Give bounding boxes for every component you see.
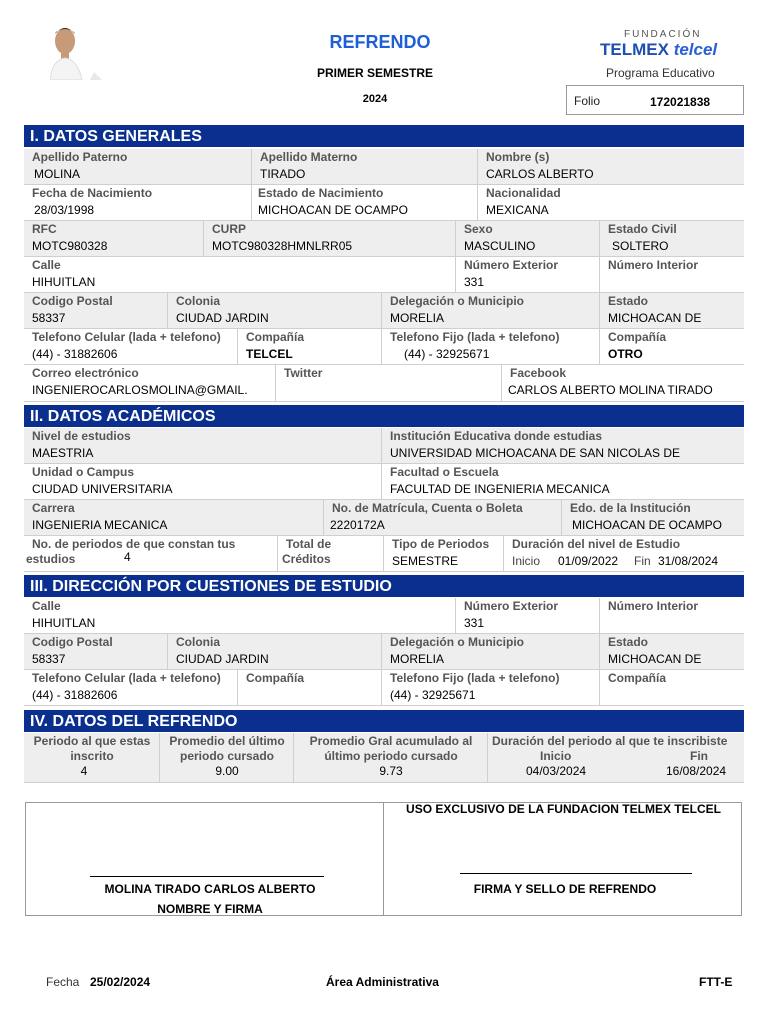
value: (44) - 31882606 <box>32 347 118 361</box>
field-duracion-nivel <box>504 536 744 571</box>
value: SOLTERO <box>612 239 669 253</box>
value: MICHOACAN DE OCAMPO <box>572 518 723 532</box>
label: Apellido Materno <box>260 150 358 164</box>
label: Telefono Fijo (lada + telefono) <box>390 330 560 344</box>
footer-fecha-label: Fecha <box>46 975 80 989</box>
value: 28/03/1998 <box>34 203 95 217</box>
row-telefonos-estudio <box>24 670 744 706</box>
value: CIUDAD JARDIN <box>176 652 269 666</box>
label: Compañía <box>608 330 667 344</box>
row-nacimiento <box>24 185 744 221</box>
footer-area: Área Administrativa <box>326 975 439 989</box>
field-promedio-ultimo <box>160 733 294 782</box>
value: OTRO <box>608 347 643 361</box>
field-numero-periodos <box>24 536 278 571</box>
label: Compañía <box>608 671 667 685</box>
field-compania-fijo-estudio <box>600 670 744 705</box>
value: 331 <box>464 616 485 630</box>
value: MICHOACAN DE OCAMPO <box>258 203 409 217</box>
label: Sexo <box>464 222 493 236</box>
label: Duración del periodo al que te inscribiste <box>492 734 728 748</box>
field-sexo <box>456 221 600 256</box>
footer-code: FTT-E <box>699 975 733 989</box>
value: 04/03/2024 <box>526 764 587 778</box>
label: Calle <box>32 599 61 613</box>
row-domicilio <box>24 293 744 329</box>
label: inscrito <box>70 749 114 763</box>
row-identificacion <box>24 221 744 257</box>
value: TELCEL <box>246 347 293 361</box>
document-year: 2024 <box>362 93 388 105</box>
label: Promedio Gral acumulado al <box>309 734 473 748</box>
folio-label: Folio <box>574 94 601 108</box>
field-rfc <box>24 221 204 256</box>
row-telefonos <box>24 329 744 365</box>
label: Telefono Celular (lada + telefono) <box>32 330 221 344</box>
field-codigo-postal-estudio <box>24 634 168 669</box>
label: Colonia <box>176 294 220 308</box>
label: Total de <box>286 537 332 551</box>
value: 58337 <box>32 652 66 666</box>
row-calle-estudio <box>24 598 744 634</box>
label: Número Interior <box>608 258 699 272</box>
label: Institución Educativa donde estudias <box>390 429 603 443</box>
value: MORELIA <box>390 652 445 666</box>
value: CIUDAD UNIVERSITARIA <box>32 482 173 496</box>
field-colonia-estudio <box>168 634 382 669</box>
brand-fundacion: FUNDACIÓN <box>624 29 702 40</box>
footer-fecha-value: 25/02/2024 <box>90 975 151 989</box>
label: Inicio <box>512 554 541 568</box>
field-compania-celular <box>238 329 382 364</box>
field-nivel-estudios <box>24 428 382 463</box>
label: Inicio <box>540 749 572 763</box>
field-numero-interior <box>600 257 744 292</box>
label: Apellido Paterno <box>32 150 128 164</box>
value: HIHUITLAN <box>32 275 96 289</box>
field-tipo-periodos <box>384 536 504 571</box>
value: 01/09/2022 <box>558 554 619 568</box>
field-numero-interior-estudio <box>600 598 744 633</box>
firma-sello-caption: FIRMA Y SELLO DE REFRENDO <box>473 882 657 896</box>
label: Nacionalidad <box>486 186 561 200</box>
field-telefono-fijo <box>382 329 600 364</box>
label: Número Interior <box>608 599 699 613</box>
value: UNIVERSIDAD MICHOACANA DE SAN NICOLAS DE <box>390 446 681 460</box>
field-codigo-postal <box>24 293 168 328</box>
label: Unidad o Campus <box>32 465 135 479</box>
field-telefono-celular <box>24 329 238 364</box>
field-unidad-campus <box>24 464 382 499</box>
value: MOTC980328 <box>32 239 108 253</box>
value: MASCULINO <box>464 239 536 253</box>
avatar <box>50 22 106 80</box>
value: SEMESTRE <box>392 554 459 568</box>
field-municipio <box>382 293 600 328</box>
field-estado-civil <box>600 221 744 256</box>
field-estado-nacimiento <box>252 185 478 220</box>
signature-line-stamp <box>460 873 692 874</box>
field-nacionalidad <box>478 185 744 220</box>
value: TIRADO <box>260 167 306 181</box>
field-facultad <box>382 464 744 499</box>
field-facebook <box>502 365 744 401</box>
label: No. de Matrícula, Cuenta o Boleta <box>332 501 523 515</box>
label: Estado de Nacimiento <box>258 186 384 200</box>
field-total-creditos <box>278 536 384 571</box>
value: (44) - 31882606 <box>32 688 118 702</box>
field-carrera <box>24 500 324 535</box>
value: CIUDAD JARDIN <box>176 311 269 325</box>
field-periodo-inscrito <box>24 733 160 782</box>
section-datos-refrendo: IV. DATOS DEL REFRENDO <box>24 710 744 732</box>
field-apellido-materno <box>252 149 478 184</box>
field-nombre <box>478 149 744 184</box>
field-compania-celular-estudio <box>238 670 382 705</box>
section-direccion-estudio: III. DIRECCIÓN POR CUESTIONES DE ESTUDIO <box>24 575 744 597</box>
label: Compañía <box>246 671 305 685</box>
label: Calle <box>32 258 61 272</box>
signature-divider <box>383 802 384 916</box>
label: Codigo Postal <box>32 635 113 649</box>
field-colonia <box>168 293 382 328</box>
label: Telefono Celular (lada + telefono) <box>32 671 221 685</box>
row-carrera <box>24 500 744 536</box>
student-name: MOLINA TIRADO CARLOS ALBERTO <box>104 882 316 896</box>
value: MOTC980328HMNLRR05 <box>212 239 353 253</box>
row-nombre <box>24 149 744 185</box>
brand-telmex: TELMEX <box>600 40 669 59</box>
row-refrendo <box>24 733 744 783</box>
brand-logo <box>600 40 717 60</box>
label: Nombre (s) <box>486 150 550 164</box>
label: Edo. de la Institución <box>570 501 691 515</box>
document-title: REFRENDO <box>329 32 431 52</box>
label: CURP <box>212 222 247 236</box>
brand-subtitle: Programa Educativo <box>606 66 715 80</box>
value: 16/08/2024 <box>666 764 727 778</box>
label: Estado Civil <box>608 222 677 236</box>
label: Delegación o Municipio <box>390 635 525 649</box>
value: (44) - 32925671 <box>390 688 476 702</box>
label: No. de periodos de que constan tus <box>32 537 236 551</box>
label: Correo electrónico <box>32 366 139 380</box>
value: INGENIERIA MECANICA <box>32 518 168 532</box>
row-calle <box>24 257 744 293</box>
label: periodo cursado <box>179 749 274 763</box>
value: CARLOS ALBERTO MOLINA TIRADO <box>508 383 713 397</box>
value: INGENIEROCARLOSMOLINA@GMAIL. <box>32 383 248 397</box>
row-domicilio-estudio <box>24 634 744 670</box>
section-datos-generales: I. DATOS GENERALES <box>24 125 744 147</box>
label: Facultad o Escuela <box>390 465 499 479</box>
document-subtitle: PRIMER SEMESTRE <box>316 66 433 80</box>
value: 58337 <box>32 311 66 325</box>
label: Número Exterior <box>464 599 559 613</box>
field-curp <box>204 221 456 256</box>
value: 2220172A <box>330 518 385 532</box>
field-duracion-periodo <box>488 733 744 782</box>
label: Colonia <box>176 635 220 649</box>
field-twitter <box>276 365 502 401</box>
value: MOLINA <box>34 167 81 181</box>
row-periodos <box>24 536 744 572</box>
field-calle-estudio <box>24 598 456 633</box>
row-nivel <box>24 428 744 464</box>
section-datos-academicos: II. DATOS ACADÉMICOS <box>24 405 744 427</box>
field-fecha-nacimiento <box>24 185 252 220</box>
label: Telefono Fijo (lada + telefono) <box>390 671 560 685</box>
field-numero-exterior-estudio <box>456 598 600 633</box>
value: (44) - 32925671 <box>404 347 490 361</box>
uso-exclusivo-label: USO EXCLUSIVO DE LA FUNDACION TELMEX TELCEL <box>406 802 721 816</box>
folio-value: 172021838 <box>650 95 711 109</box>
nombre-firma-caption: NOMBRE Y FIRMA <box>157 902 263 916</box>
label: Compañía <box>246 330 305 344</box>
value: 4 <box>80 764 88 778</box>
value: FACULTAD DE INGENIERIA MECANICA <box>390 482 610 496</box>
value: 31/08/2024 <box>658 554 719 568</box>
label: Facebook <box>510 366 567 380</box>
label: último periodo cursado <box>324 749 458 763</box>
label: Fecha de Nacimiento <box>32 186 153 200</box>
value: MAESTRIA <box>32 446 94 460</box>
label: Promedio del último <box>169 734 285 748</box>
row-contacto <box>24 365 744 402</box>
label: Duración del nivel de Estudio <box>512 537 681 551</box>
value: 331 <box>464 275 485 289</box>
value: MICHOACAN DE <box>608 311 702 325</box>
field-compania-fijo <box>600 329 744 364</box>
label: Tipo de Periodos <box>392 537 490 551</box>
label: Delegación o Municipio <box>390 294 525 308</box>
value: 4 <box>124 550 131 564</box>
field-matricula <box>324 500 562 535</box>
label: Fin <box>690 749 708 763</box>
row-unidad <box>24 464 744 500</box>
label: Twitter <box>284 366 323 380</box>
label: Carrera <box>32 501 75 515</box>
field-apellido-paterno <box>24 149 252 184</box>
value: 9.73 <box>379 764 403 778</box>
value: MORELIA <box>390 311 445 325</box>
field-estado-estudio <box>600 634 744 669</box>
field-correo <box>24 365 276 401</box>
label: RFC <box>32 222 57 236</box>
value: MEXICANA <box>486 203 549 217</box>
value: 9.00 <box>215 764 239 778</box>
field-estado <box>600 293 744 328</box>
field-edo-institucion <box>562 500 744 535</box>
label: Fin <box>634 554 651 568</box>
value: CARLOS ALBERTO <box>486 167 594 181</box>
label: Periodo al que estas <box>33 734 151 748</box>
field-institucion <box>382 428 744 463</box>
value: HIHUITLAN <box>32 616 96 630</box>
label: Número Exterior <box>464 258 559 272</box>
value: MICHOACAN DE <box>608 652 702 666</box>
field-telefono-fijo-estudio <box>382 670 600 705</box>
label: estudios <box>26 552 76 566</box>
field-numero-exterior <box>456 257 600 292</box>
label: Estado <box>608 294 649 308</box>
field-promedio-general <box>294 733 488 782</box>
label: Estado <box>608 635 649 649</box>
field-calle <box>24 257 456 292</box>
label: Codigo Postal <box>32 294 113 308</box>
field-municipio-estudio <box>382 634 600 669</box>
label: Créditos <box>282 552 331 566</box>
field-telefono-celular-estudio <box>24 670 238 705</box>
signature-line-student <box>90 876 324 877</box>
brand-telcel: telcel <box>673 40 718 59</box>
label: Nivel de estudios <box>32 429 131 443</box>
